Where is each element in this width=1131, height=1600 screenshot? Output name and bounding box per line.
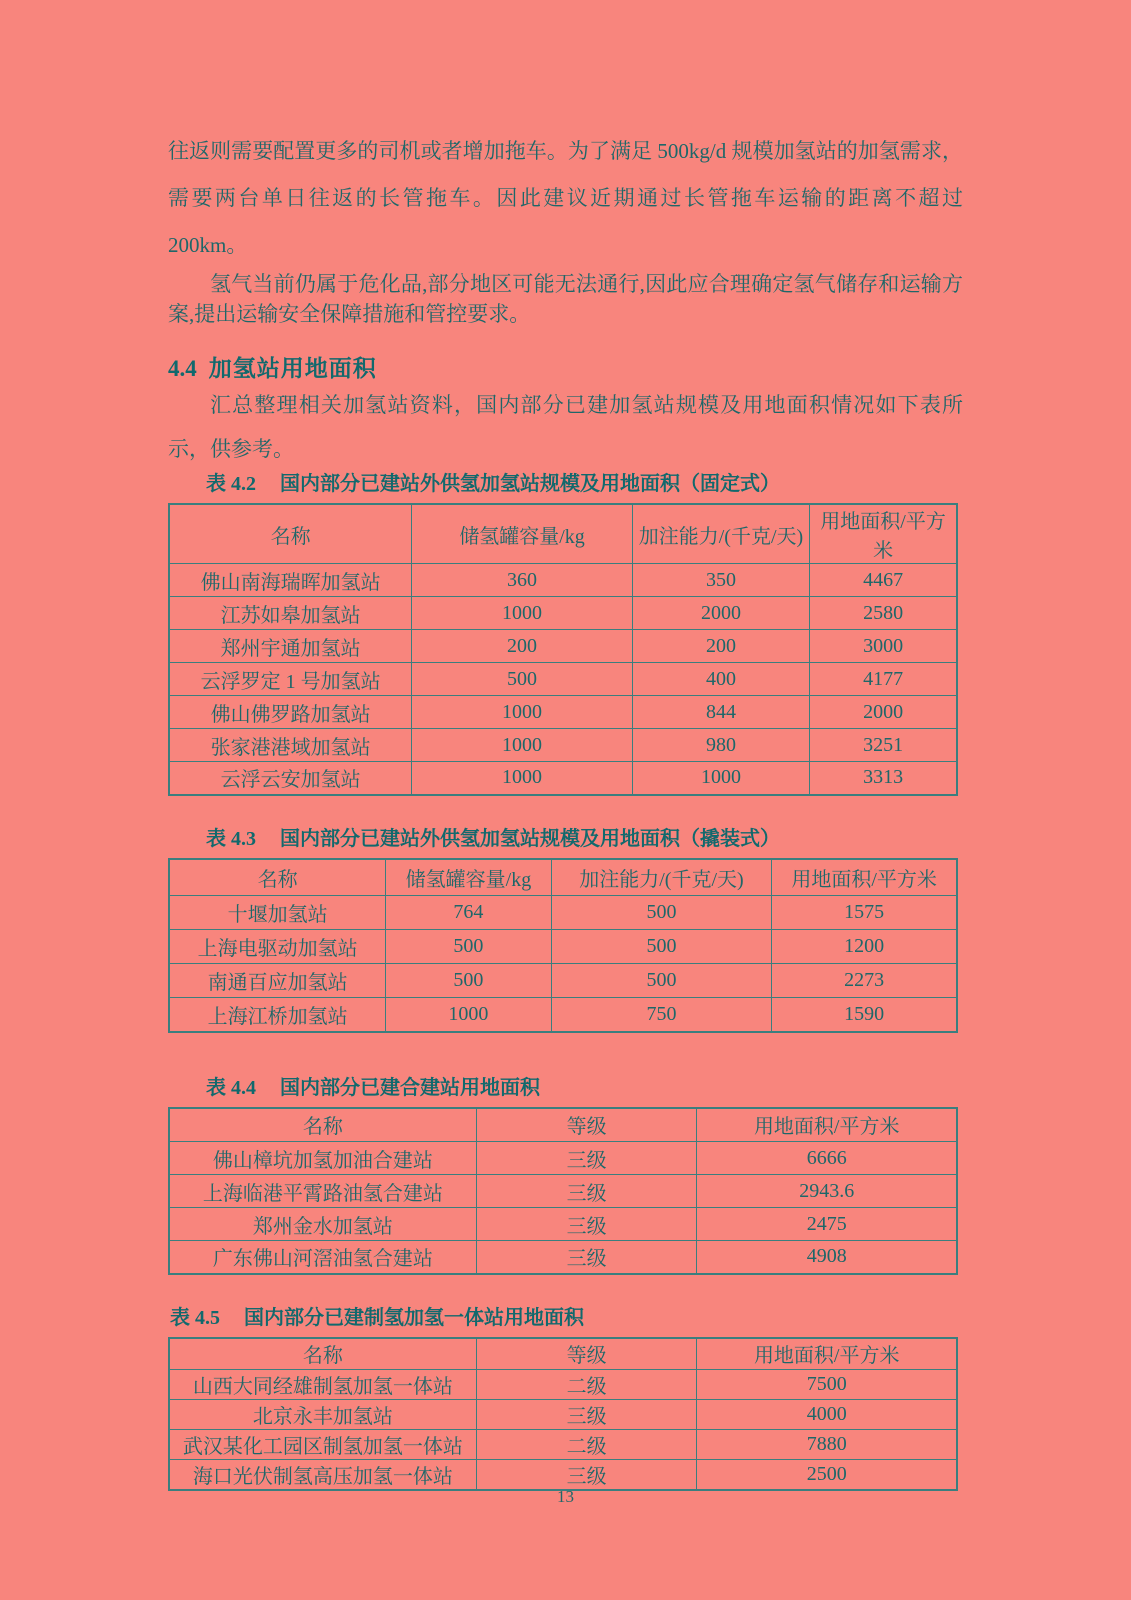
table-cell: 三级 (476, 1175, 697, 1208)
table-cell: 郑州宇通加氢站 (169, 630, 412, 663)
table-cell: 2943.6 (697, 1175, 957, 1208)
table-cell: 500 (551, 964, 772, 998)
table-cell: 三级 (476, 1460, 697, 1491)
table-row (169, 564, 957, 597)
table-row (169, 930, 957, 964)
table-cell: 武汉某化工园区制氢加氢一体站 (169, 1430, 476, 1460)
table-cell: 350 (632, 564, 809, 597)
column-header: 储氢罐容量/kg (386, 859, 551, 896)
table-4-4-caption (168, 1075, 963, 1101)
table-cell: 360 (412, 564, 633, 597)
page-number: 13 (557, 1487, 574, 1506)
paragraph-transport-trailer: 往返则需要配置更多的司机或者增加拖车。为了满足 500kg/d 规模加氢站的加氢需求，需要两台单日往返的长管拖车。因此建议近期通过长管拖车运输的距离不超过 200km。 (168, 139, 963, 257)
table-row (169, 896, 957, 930)
column-header: 名称 (169, 859, 386, 896)
table-4-2-caption (168, 471, 963, 497)
column-header: 加注能力/(千克/天) (551, 859, 772, 896)
table-row (169, 1400, 957, 1430)
table-row (169, 1175, 957, 1208)
table-cell: 844 (632, 696, 809, 729)
table-cell: 二级 (476, 1430, 697, 1460)
table-cell: 南通百应加氢站 (169, 964, 386, 998)
table-cell: 3313 (810, 762, 957, 795)
table-cell: 764 (386, 896, 551, 930)
table-cell: 500 (386, 930, 551, 964)
table-cell: 3251 (810, 729, 957, 762)
table-row (169, 998, 957, 1032)
table-4-4-caption-title: 国内部分已建合建站用地面积 (280, 1076, 540, 1099)
table-header-row (169, 859, 957, 896)
table-cell: 2475 (697, 1208, 957, 1241)
column-header: 储氢罐容量/kg (412, 504, 633, 564)
table-row (169, 1370, 957, 1400)
column-header: 名称 (169, 1338, 476, 1370)
table-cell: 北京永丰加氢站 (169, 1400, 476, 1430)
table-cell: 郑州金水加氢站 (169, 1208, 476, 1241)
table-block-4-4 (168, 1075, 963, 1275)
table-cell: 云浮云安加氢站 (169, 762, 412, 795)
table-cell: 4908 (697, 1241, 957, 1274)
table-cell: 二级 (476, 1370, 697, 1400)
paragraph-summary-intro: 汇总整理相关加氢站资料，国内部分已建加氢站规模及用地面积情况如下表所示，供参考。 (168, 393, 963, 461)
table-cell: 海口光伏制氢高压加氢一体站 (169, 1460, 476, 1491)
table-4-5-caption-label: 表 4.5 (170, 1306, 220, 1329)
table-cell: 2273 (772, 964, 957, 998)
table-4-3-skid-stations (168, 858, 958, 1033)
table-cell: 1200 (772, 930, 957, 964)
table-row (169, 1430, 957, 1460)
table-4-5-caption-title: 国内部分已建制氢加氢一体站用地面积 (244, 1306, 584, 1329)
table-cell: 2000 (632, 597, 809, 630)
page-content (168, 0, 963, 1491)
table-row (169, 729, 957, 762)
section-heading (168, 350, 963, 383)
table-cell: 佛山佛罗路加氢站 (169, 696, 412, 729)
table-4-3-caption-title: 国内部分已建站外供氢加氢站规模及用地面积（撬装式） (280, 827, 780, 850)
table-cell: 三级 (476, 1208, 697, 1241)
table-row (169, 964, 957, 998)
column-header: 加注能力/(千克/天) (632, 504, 809, 564)
column-header: 等级 (476, 1108, 697, 1142)
table-row (169, 1460, 957, 1491)
section-title: 加氢站用地面积 (208, 355, 377, 381)
column-header: 用地面积/平方米 (810, 504, 957, 564)
table-cell: 1575 (772, 896, 957, 930)
table-cell: 500 (412, 663, 633, 696)
table-cell: 2000 (810, 696, 957, 729)
table-cell: 7880 (697, 1430, 957, 1460)
table-4-4-combined-stations (168, 1107, 958, 1275)
table-cell: 500 (551, 930, 772, 964)
table-cell: 500 (551, 896, 772, 930)
table-block-4-5 (168, 1305, 963, 1492)
paragraph-hazardous-goods: 氢气当前仍属于危化品,部分地区可能无法通行,因此应合理确定氢气储存和运输方案,提出运输安全保障措施和管控要求。 (168, 272, 963, 326)
table-cell: 1000 (632, 762, 809, 795)
table-cell: 750 (551, 998, 772, 1032)
table-cell: 上海江桥加氢站 (169, 998, 386, 1032)
table-cell: 6666 (697, 1142, 957, 1175)
table-4-3-caption (168, 826, 963, 852)
table-4-2-caption-title: 国内部分已建站外供氢加氢站规模及用地面积（固定式） (280, 473, 780, 495)
table-cell: 云浮罗定 1 号加氢站 (169, 663, 412, 696)
table-cell: 7500 (697, 1370, 957, 1400)
table-cell: 佛山南海瑞晖加氢站 (169, 564, 412, 597)
table-row (169, 663, 957, 696)
table-cell: 1000 (412, 597, 633, 630)
table-cell: 1000 (412, 762, 633, 795)
column-header: 名称 (169, 1108, 476, 1142)
table-cell: 广东佛山河滘油氢合建站 (169, 1241, 476, 1274)
table-cell: 4467 (810, 564, 957, 597)
column-header: 名称 (169, 504, 412, 564)
table-header-row (169, 1338, 957, 1370)
table-cell: 1000 (412, 729, 633, 762)
table-cell: 十堰加氢站 (169, 896, 386, 930)
table-4-2-caption-label: 表 4.2 (206, 473, 256, 495)
table-cell: 上海电驱动加氢站 (169, 930, 386, 964)
table-block-4-2 (168, 471, 963, 796)
table-cell: 1590 (772, 998, 957, 1032)
table-cell: 4000 (697, 1400, 957, 1430)
table-row (169, 1208, 957, 1241)
table-row (169, 1142, 957, 1175)
table-row (169, 762, 957, 795)
column-header: 用地面积/平方米 (697, 1108, 957, 1142)
table-4-5-caption (168, 1305, 963, 1331)
table-4-5-onsite-production-stations (168, 1337, 958, 1492)
section-number: 4.4 (168, 356, 197, 381)
table-cell: 2500 (697, 1460, 957, 1491)
table-row (169, 597, 957, 630)
table-4-3-caption-label: 表 4.3 (206, 827, 256, 850)
table-cell: 三级 (476, 1400, 697, 1430)
table-cell: 4177 (810, 663, 957, 696)
table-cell: 1000 (386, 998, 551, 1032)
column-header: 等级 (476, 1338, 697, 1370)
table-cell: 200 (632, 630, 809, 663)
table-cell: 980 (632, 729, 809, 762)
table-header-row (169, 504, 957, 564)
table-cell: 2580 (810, 597, 957, 630)
table-4-4-caption-label: 表 4.4 (206, 1076, 256, 1099)
table-cell: 佛山樟坑加氢加油合建站 (169, 1142, 476, 1175)
column-header: 用地面积/平方米 (697, 1338, 957, 1370)
table-cell: 上海临港平霄路油氢合建站 (169, 1175, 476, 1208)
table-header-row (169, 1108, 957, 1142)
table-cell: 山西大同经雄制氢加氢一体站 (169, 1370, 476, 1400)
table-cell: 张家港港域加氢站 (169, 729, 412, 762)
table-cell: 三级 (476, 1142, 697, 1175)
table-block-4-3 (168, 826, 963, 1033)
table-cell: 三级 (476, 1241, 697, 1274)
column-header: 用地面积/平方米 (772, 859, 957, 896)
table-cell: 500 (386, 964, 551, 998)
table-row (169, 1241, 957, 1274)
table-cell: 400 (632, 663, 809, 696)
table-cell: 200 (412, 630, 633, 663)
table-4-2-fixed-stations (168, 503, 958, 796)
table-row (169, 696, 957, 729)
table-cell: 3000 (810, 630, 957, 663)
table-cell: 江苏如皋加氢站 (169, 597, 412, 630)
table-row (169, 630, 957, 663)
table-cell: 1000 (412, 696, 633, 729)
